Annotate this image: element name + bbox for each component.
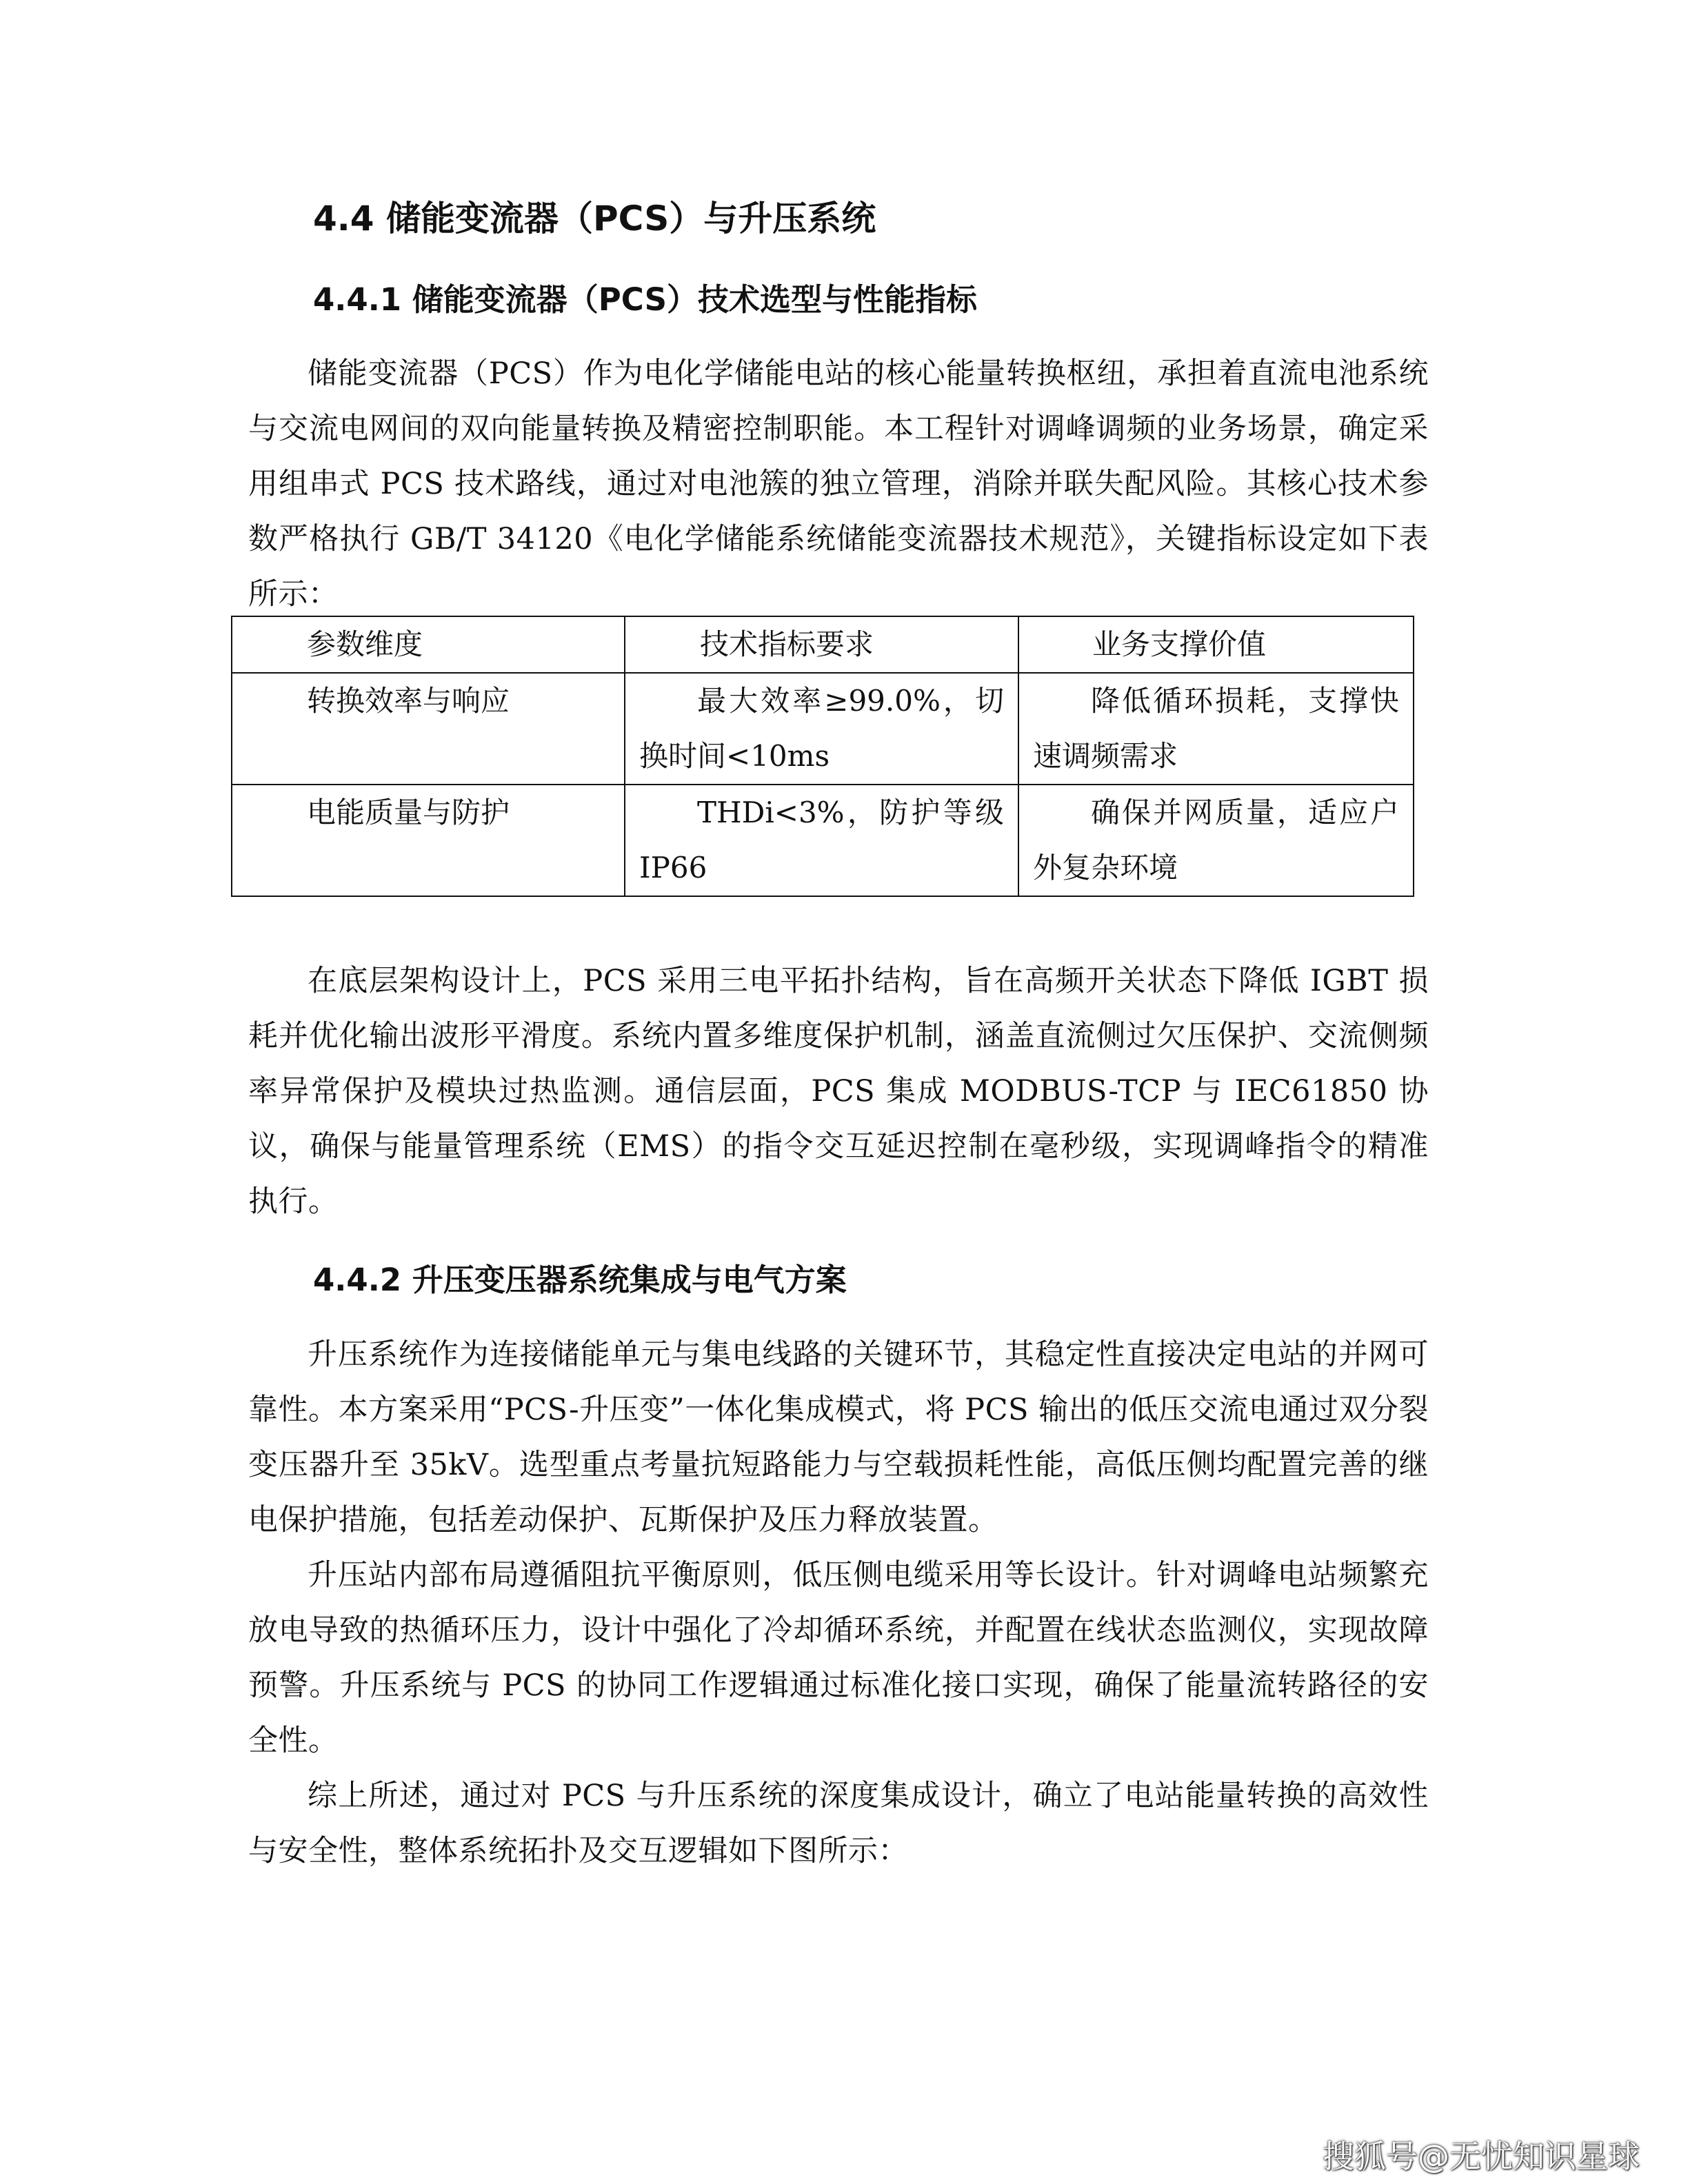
table-cell: THDi<3%，防护等级 IP66 [625, 785, 1018, 896]
table-header-row [232, 616, 1414, 673]
section-heading: 4.4 储能变流器（PCS）与升压系统 [313, 199, 876, 239]
table-row [232, 673, 1414, 785]
paragraph-boost-system: 升压系统作为连接储能单元与集电线路的关键环节，其稳定性直接决定电站的并网可靠性。本方案采用“PCS-升压变”一体化集成模式，将 PCS 输出的低压交流电通过双分裂变压器升至 35kV。选型重点考量抗短路能力与空载损耗性能，高低压侧均配置完善的继电保护措施，包括差动保护、瓦斯保护及压力释放装置。 [248, 1337, 1429, 1537]
pcs-spec-table [231, 616, 1414, 897]
table-cell: 降低循环损耗，支撑快速调频需求 [1018, 673, 1414, 785]
paragraph-pcs-architecture: 在底层架构设计上，PCS 采用三电平拓扑结构，旨在高频开关状态下降低 IGBT 损耗并优化输出波形平滑度。系统内置多维度保护机制，涵盖直流侧过欠压保护、交流侧频率异常保护及模块过热监测。通信层面，PCS 集成 MODBUS-TCP 与 IEC61850 协议，确保与能量管理系统（EMS）的指令交互延迟控制在毫秒级，实现调峰指令的精准执行。 [248, 964, 1429, 1219]
subsection-heading-pcs: 4.4.1 储能变流器（PCS）技术选型与性能指标 [313, 281, 978, 318]
paragraph-pcs-intro: 储能变流器（PCS）作为电化学储能电站的核心能量转换枢纽，承担着直流电池系统与交流电网间的双向能量转换及精密控制职能。本工程针对调峰调频的业务场景，确定采用组串式 PCS 技术路线，通过对电池簇的独立管理，消除并联失配风险。其核心技术参数严格执行 GB/T 34120《电化学储能系统储能变流器技术规范》，关键指标设定如下表所示： [248, 356, 1429, 611]
table-cell: 最大效率≥99.0%，切换时间<10ms [625, 673, 1018, 785]
paragraph-summary: 综上所述，通过对 PCS 与升压系统的深度集成设计，确立了电站能量转换的高效性与安全性，整体系统拓扑及交互逻辑如下图所示： [248, 1779, 1429, 1868]
table-cell: 确保并网质量，适应户外复杂环境 [1018, 785, 1414, 896]
table-header-cell: 参数维度 [232, 616, 625, 673]
table-header-cell: 技术指标要求 [625, 616, 1018, 673]
paragraph-boost-layout: 升压站内部布局遵循阻抗平衡原则，低压侧电缆采用等长设计。针对调峰电站频繁充放电导致的热循环压力，设计中强化了冷却循环系统，并配置在线状态监测仪，实现故障预警。升压系统与 PCS 的协同工作逻辑通过标准化接口实现，确保了能量流转路径的安全性。 [248, 1558, 1429, 1758]
watermark: 搜狐号@无忧知识星球 [1323, 2138, 1640, 2175]
table-row [232, 785, 1414, 896]
table-header-cell: 业务支撑价值 [1018, 616, 1414, 673]
table-cell: 电能质量与防护 [232, 785, 625, 896]
table-cell: 转换效率与响应 [232, 673, 625, 785]
subsection-heading-transformer: 4.4.2 升压变压器系统集成与电气方案 [313, 1262, 847, 1298]
